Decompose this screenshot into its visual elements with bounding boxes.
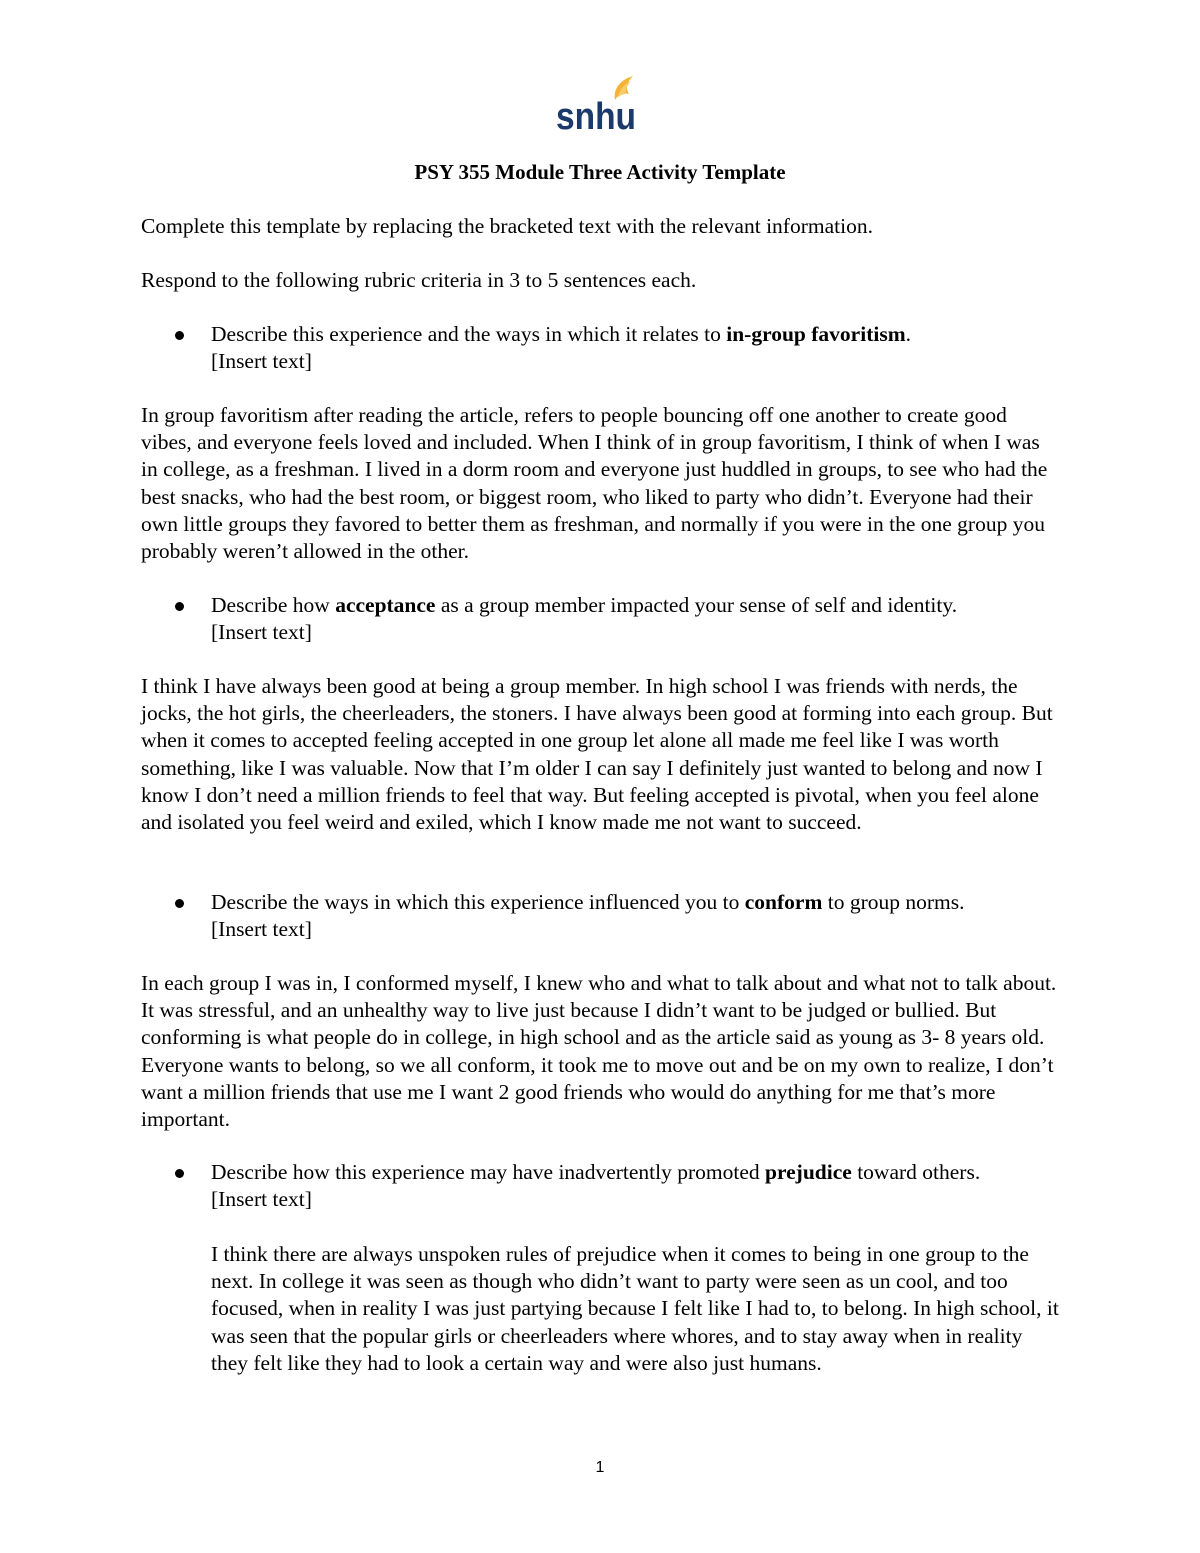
response-paragraph: In group favoritism after reading the article, refers to people bouncing off one another to create good vibes, and everyone feels loved and included. When I think of in group favoritism, I think of when I was in college, as a freshman. I lived in a dorm room and everyone just huddled in groups, to see who had the best snacks, who had the best room, or biggest room, who liked to party who didn’t. Everyone had their own little groups they favored to better them as freshman, and normally if you were in the one group you probably weren’t allowed in the other. <box>141 403 1048 564</box>
bullet-dot <box>175 331 184 340</box>
bullet-keyword: acceptance <box>335 593 436 617</box>
response-paragraph: I think I have always been good at being a group member. In high school I was friends with nerds, the jocks, the hot girls, the cheerleaders, the stoners. I have always been good at forming into each group. But when it comes to accepted feeling accepted in one group let alone all made me feel like I was worth something, like I was valuable. Now that I’m older I can say I definitely just wanted to belong and now I know I don’t need a million friends to feel that way. But feeling accepted is pivotal, when you feel alone and isolated you feel weird and exiled, which I know made me not want to succeed. <box>141 674 1053 835</box>
bullet-dot <box>175 1169 184 1178</box>
insert-text-placeholder: [Insert text] <box>211 1187 312 1212</box>
insert-text-placeholder: [Insert text] <box>211 349 312 374</box>
bullet-text: to group norms. <box>822 890 965 914</box>
bullet-text: . <box>905 322 911 346</box>
response-paragraph: In each group I was in, I conformed myself, I knew who and what to talk about and what not to talk about. It was stressful, and an unhealthy way to live just because I didn’t want to be judged or bullied. But conforming is what people do in college, in high school and as the article said as young as 3- 8 years old. Everyone wants to belong, so we all conform, it took me to move out and be on my own to realize, I don’t want a million friends that use me I want 2 good friends who would do anything for me that’s more important. <box>141 971 1057 1132</box>
bullet-text: toward others. <box>851 1160 981 1184</box>
insert-text-placeholder: [Insert text] <box>211 917 312 942</box>
bullet-text: Describe how this experience may have inadvertently promoted <box>211 1160 766 1184</box>
response-paragraph: I think there are always unspoken rules of prejudice when it comes to being in one group to the next. In college it was seen as though who didn’t want to party were seen as un cool, and too focused, when in reality I was just partying because I felt like I had to, to belong. In high school, it was seen that the popular girls or cheerleaders where whores, and to stay away when in reality they felt like they had to look a certain way and were also just humans. <box>211 1242 1059 1375</box>
instruction-text: Complete this template by replacing the bracketed text with the relevant information. <box>141 214 873 238</box>
bullet-text: Describe this experience and the ways in which it relates to <box>211 322 727 346</box>
bullet-text: as a group member impacted your sense of self and identity. <box>435 593 958 617</box>
page-title: PSY 355 Module Three Activity Template <box>414 160 786 184</box>
bullet-dot <box>175 602 184 611</box>
bullet-keyword: prejudice <box>765 1160 852 1184</box>
instruction-text: Respond to the following rubric criteria in 3 to 5 sentences each. <box>141 268 697 292</box>
rubric-bullet <box>211 321 1071 375</box>
flame-leaf-icon <box>555 72 640 134</box>
logo-wordmark: snhu <box>556 96 636 134</box>
page-number: 1 <box>595 1459 605 1476</box>
bullet-text: Describe the ways in which this experience influenced you to <box>211 890 745 914</box>
bullet-keyword: conform <box>744 890 823 914</box>
snhu-logo <box>555 72 640 134</box>
bullet-text: Describe how <box>211 593 336 617</box>
bullet-keyword: in-group favoritism <box>726 322 906 346</box>
rubric-bullet <box>211 592 1071 646</box>
bullet-dot <box>175 899 184 908</box>
rubric-bullet <box>211 1159 1071 1213</box>
insert-text-placeholder: [Insert text] <box>211 620 312 645</box>
rubric-bullet <box>211 889 1071 943</box>
